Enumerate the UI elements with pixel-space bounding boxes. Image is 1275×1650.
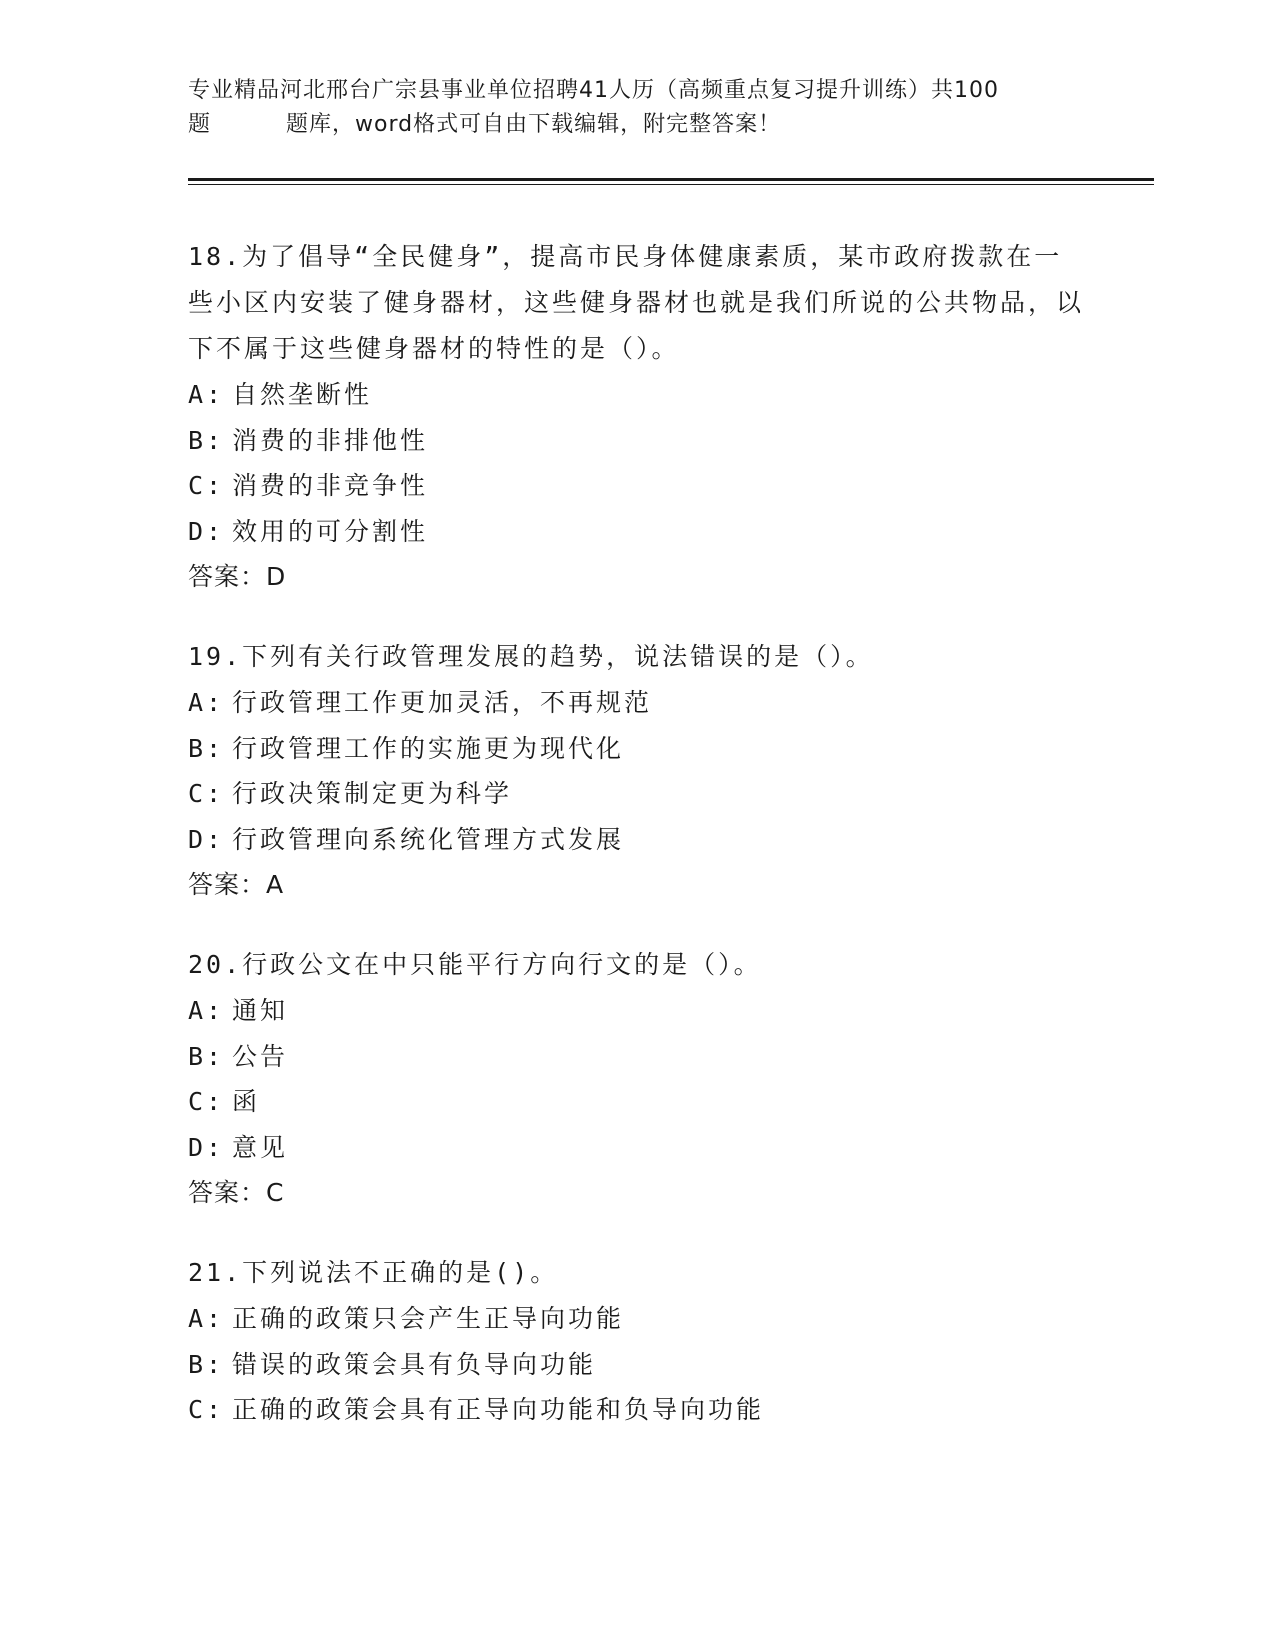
option-d [188, 817, 1088, 863]
option-letter: A: [188, 1304, 225, 1333]
option-text: 公告 [232, 1041, 289, 1071]
option-letter: C: [188, 779, 225, 808]
answer-line: 答案：D [188, 562, 287, 591]
option-c [188, 771, 1088, 817]
option-text: 正确的政策只会产生正导向功能 [232, 1304, 625, 1333]
option-c [188, 1079, 1088, 1125]
option-text: 行政管理工作的实施更为现代化 [232, 733, 625, 763]
option-b [188, 418, 1088, 464]
option-text: 消费的非排他性 [232, 425, 429, 455]
option-letter: A: [188, 996, 225, 1025]
header-title-line2-right: 题库，word格式可自由下载编辑，附完整答案！ [286, 112, 782, 137]
option-d [188, 1125, 1088, 1171]
option-letter: D: [188, 516, 225, 546]
option-text: 消费的非竞争性 [232, 471, 429, 500]
question-stem: 19.下列有关行政管理发展的趋势，说法错误的是（）。 [188, 642, 874, 671]
option-text: 行政管理工作更加灵活，不再规范 [232, 688, 653, 717]
option-letter: A: [188, 380, 225, 409]
header-title-line2-left: 题 [188, 112, 212, 137]
option-a [188, 1296, 1088, 1342]
option-letter: C: [188, 471, 225, 500]
question-21 [188, 1250, 1088, 1433]
question-stem: 20.行政公文在中只能平行方向行文的是（）。 [188, 950, 762, 979]
option-text: 行政管理向系统化管理方式发展 [232, 824, 625, 854]
header-title-line1: 专业精品河北邢台广宗县事业单位招聘41人历（高频重点复习提升训练）共100 [188, 78, 999, 103]
option-a [188, 988, 1088, 1034]
option-b [188, 1342, 1088, 1388]
header-title-line2 [188, 108, 1088, 142]
answer-line: 答案：C [188, 1178, 285, 1207]
header-divider-thick [188, 178, 1154, 181]
option-letter: C: [188, 1087, 225, 1116]
option-text: 行政决策制定更为科学 [232, 779, 513, 808]
option-b [188, 726, 1088, 772]
option-text: 意见 [232, 1132, 289, 1162]
question-18 [188, 234, 1088, 600]
option-letter: B: [188, 1041, 225, 1071]
option-letter: B: [188, 733, 225, 763]
question-stem: 18.为了倡导“全民健身”，提高市民身体健康素质，某市政府拨款在一些小区内安装了健身器材，这些健身器材也就是我们所说的公共物品，以下不属于这些健身器材的特性的是（）。 [188, 242, 1085, 363]
option-letter: D: [188, 1132, 225, 1162]
question-20 [188, 942, 1088, 1216]
question-stem: 21.下列说法不正确的是()。 [188, 1258, 559, 1287]
option-text: 自然垄断性 [232, 380, 373, 409]
option-a [188, 372, 1088, 418]
option-d [188, 509, 1088, 555]
option-letter: B: [188, 425, 225, 455]
option-c [188, 1387, 1088, 1433]
option-c [188, 463, 1088, 509]
option-text: 错误的政策会具有负导向功能 [232, 1349, 597, 1379]
option-text: 效用的可分割性 [232, 516, 429, 546]
option-letter: D: [188, 824, 225, 854]
option-b [188, 1034, 1088, 1080]
document-header [188, 74, 1088, 142]
option-text: 正确的政策会具有正导向功能和负导向功能 [232, 1395, 765, 1424]
answer-line: 答案：A [188, 870, 285, 899]
question-19 [188, 634, 1088, 908]
option-text: 通知 [232, 996, 289, 1025]
option-text: 函 [232, 1087, 261, 1116]
option-letter: A: [188, 688, 225, 717]
option-a [188, 680, 1088, 726]
question-list [188, 234, 1088, 1467]
header-divider-thin [188, 184, 1154, 185]
option-letter: C: [188, 1395, 225, 1424]
option-letter: B: [188, 1349, 225, 1379]
